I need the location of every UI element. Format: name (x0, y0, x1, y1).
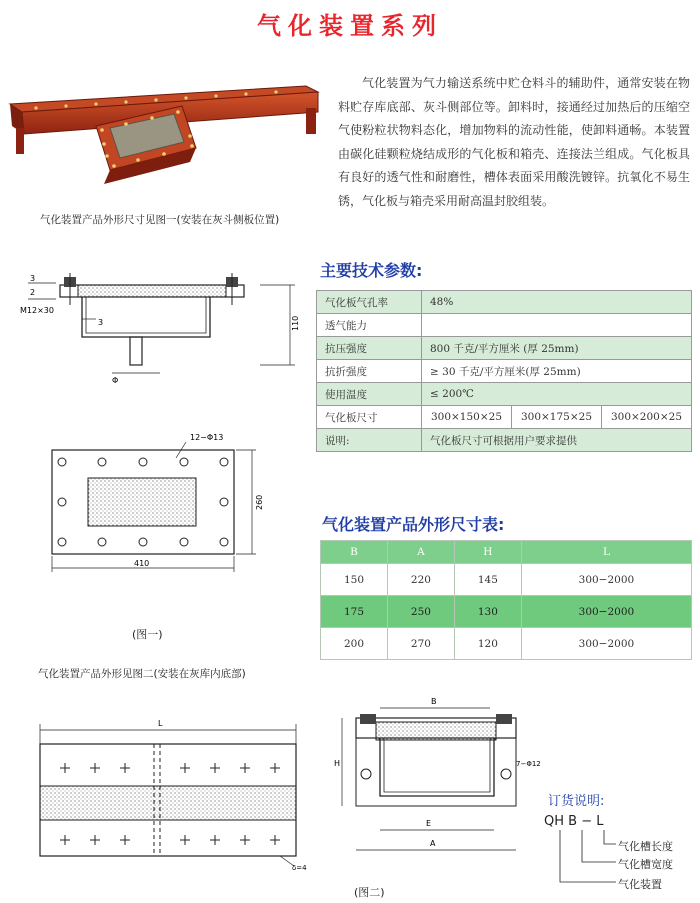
dim-cell: 175 (321, 596, 388, 628)
spec-row (317, 291, 692, 314)
dim-cell: 200 (321, 628, 388, 660)
spec-row (317, 383, 692, 406)
dim-cell: 120 (454, 628, 521, 660)
dim-cell: 220 (387, 564, 454, 596)
fig2-label: (图二) (354, 886, 385, 899)
order-code-l: L (596, 814, 604, 829)
spec-row (317, 314, 692, 337)
order-code-dash: − (581, 814, 593, 829)
spec-key: 抗压强度 (317, 337, 422, 360)
spec-key: 使用温度 (317, 383, 422, 406)
dim-table (320, 540, 692, 660)
dim-cell: 270 (387, 628, 454, 660)
spec-row-note (317, 429, 692, 452)
spec-size: 300×175×25 (512, 406, 602, 429)
spec-key: 透气能力 (317, 314, 422, 337)
specs-table (316, 290, 692, 452)
fig1-section-drawing (20, 255, 310, 385)
dim-cell: 130 (454, 596, 521, 628)
spec-value: ≤ 200℃ (422, 383, 692, 406)
spec-size: 300×200×25 (602, 406, 692, 429)
order-code-qh: QH (544, 814, 565, 829)
dim-cell: 150 (321, 564, 388, 596)
spec-value: 800 千克/平方厘米 (厚 25mm) (422, 337, 692, 360)
order-code-b: B (568, 814, 578, 829)
product-photo (6, 78, 324, 190)
dim-row (321, 628, 692, 660)
fig1-bolt-label: M12×30 (20, 306, 54, 315)
order-item-width: 气化槽宽度 (618, 858, 673, 871)
dim-table-heading: 气化装置产品外形尺寸表: (322, 515, 505, 534)
spec-key: 说明: (317, 429, 422, 452)
dim-cell: 300−2000 (521, 628, 691, 660)
spec-key: 气化板尺寸 (317, 406, 422, 429)
spec-row (317, 360, 692, 383)
fig1-height: 110 (291, 315, 300, 331)
dim-row (321, 596, 692, 628)
dim-cell: 145 (454, 564, 521, 596)
spec-note: 气化板尺寸可根据用户要求提供 (422, 429, 692, 452)
dim-header: L (521, 541, 691, 564)
spec-value: ≥ 30 千克/平方厘米(厚 25mm) (422, 360, 692, 383)
dim-cell: 250 (387, 596, 454, 628)
dim-cell: 300−2000 (521, 564, 691, 596)
fig1-dim-3: 3 (30, 274, 36, 283)
fig2-plan-drawing (30, 708, 320, 872)
page-title: 气化装置系列 (257, 12, 443, 40)
fig2-E: E (426, 819, 432, 828)
order-item-length: 气化槽长度 (618, 840, 673, 853)
spec-key: 抗折强度 (317, 360, 422, 383)
dim-header: A (387, 541, 454, 564)
order-code (544, 814, 604, 829)
spec-size: 300×150×25 (422, 406, 512, 429)
fig1-dim-2: 2 (30, 288, 36, 297)
fig1-dim-3-inner: 3 (98, 318, 104, 327)
fig1-plan-drawing (40, 428, 280, 576)
fig2-H: H (334, 759, 341, 768)
dim-header: B (321, 541, 388, 564)
spec-key: 气化板气孔率 (317, 291, 422, 314)
fig2-caption: 气化装置产品外形见图二(安装在灰库内底部) (38, 668, 246, 680)
fig1-caption: 气化装置产品外形尺寸见图一(安装在灰斗侧板位置) (40, 214, 280, 226)
fig2-thickness: δ=4 (292, 864, 307, 872)
fig1-depth: 260 (255, 494, 264, 510)
fig1-holes: 12−Φ13 (190, 433, 224, 442)
dim-cell: 300−2000 (521, 596, 691, 628)
spec-value (422, 314, 692, 337)
dim-header: H (454, 541, 521, 564)
specs-heading: 主要技术参数: (320, 261, 423, 280)
order-heading: 订货说明: (548, 794, 605, 809)
dim-row (321, 564, 692, 596)
intro-paragraph: 气化装置为气力输送系统中贮仓料斗的辅助件，通常安装在物料贮存库底部、灰斗侧部位等。卸料时，接通经过加热后的压缩空气使粉粒状物料态化，增加物料的流动性能，使卸料通畅。本装置由碳化硅颗粒烧结成形的气化板和箱壳、连接法兰组成。气化板具有良好的透气性和耐磨性，槽体表面采用酸洗镀锌。抗氧化不易生锈，气化板与箱壳采用耐高温封胶组装。 (338, 76, 690, 208)
fig2-B: B (431, 697, 437, 706)
fig2-holes: 7−Φ12 (516, 760, 541, 768)
spec-row-sizes (317, 406, 692, 429)
spec-row (317, 337, 692, 360)
fig1-label: (图一) (132, 628, 163, 641)
fig2-section-drawing (326, 694, 541, 874)
order-leader-lines (550, 828, 620, 890)
order-item-device: 气化装置 (618, 878, 662, 891)
fig1-phi: Φ (112, 376, 119, 385)
fig2-A: A (430, 839, 436, 848)
fig2-L: L (158, 719, 163, 728)
spec-value: 48% (422, 291, 692, 314)
dim-table-header (321, 541, 692, 564)
fig1-width: 410 (134, 559, 150, 568)
